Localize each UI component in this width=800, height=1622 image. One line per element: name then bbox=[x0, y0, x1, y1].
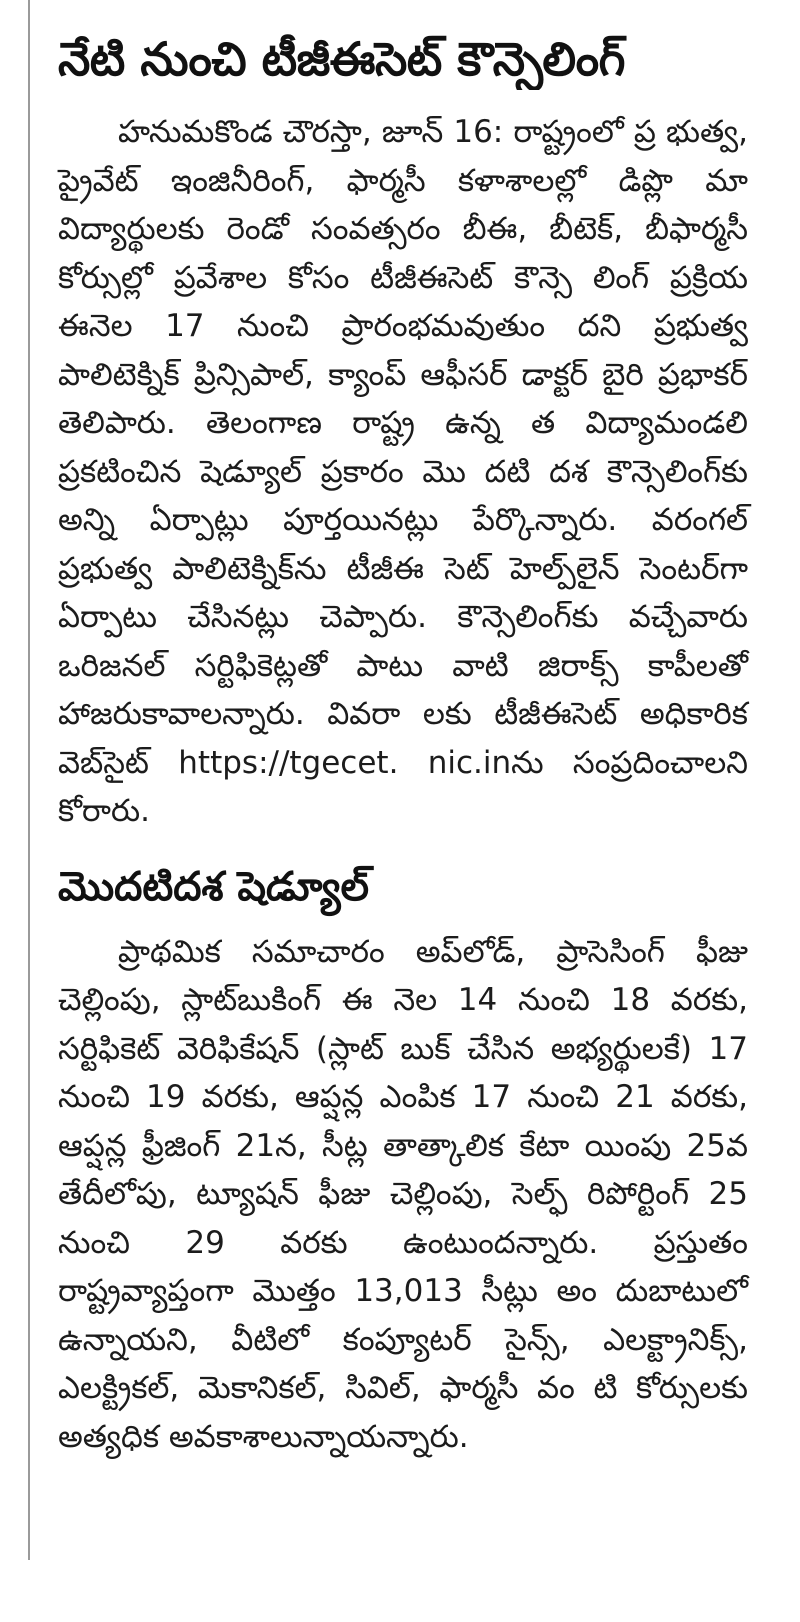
news-article bbox=[58, 28, 748, 1461]
article-headline: నేటి నుంచి టీజీఈసెట్ కౌన్సెలింగ్ bbox=[58, 32, 625, 86]
column-divider-rule bbox=[28, 0, 30, 1560]
article-paragraph-schedule: ప్రాథమిక సమాచారం అప్‌లోడ్, ప్రాసెసింగ్ ఫీజు చెల్లింపు, స్లాట్‌బుకింగ్ ఈ నెల 14 నుంచి 18 వరకు, సర్టిఫికెట్ వెరిఫికేషన్ (స్లాట్ బుక్ చేసిన అభ్యర్థులకే) 17 నుంచి 19 వరకు, ఆప్షన్ల ఎంపిక 17 నుంచి 21 వరకు, ఆప్షన్ల ఫ్రీజింగ్ 21న, సీట్ల తాత్కాలిక కేటా యింపు 25వ తేదీలోపు, ట్యూషన్ ఫీజు చెల్లింపు, సెల్ఫ్ రిపోర్టింగ్ 25 నుంచి 29 వరకు ఉంటుందన్నారు. ప్రస్తుతం రాష్ట్రవ్యాప్తంగా మొత్తం 13,013 సీట్లు అం దుబాటులో ఉన్నాయని, వీటిలో కంప్యూటర్ సైన్స్, ఎలక్ట్రానిక్స్, ఎలక్ట్రికల్, మెకానికల్, సివిల్, ఫార్మసీ వం టి కోర్సులకు అత్యధిక అవకాశాలున్నాయన్నారు. bbox=[58, 933, 748, 1455]
article-paragraph-intro: హనుమకొండ చౌరస్తా, జూన్ 16: రాష్ట్రంలో ప్ర భుత్వ, ప్రైవేట్ ఇంజినీరింగ్, ఫార్మసీ కళాశాలల్లో డిప్లొ మా విద్యార్థులకు రెండో సంవత్సరం బీఈ, బీటెక్, బీఫార్మసీ కోర్సుల్లో ప్రవేశాల కోసం టీజీఈసెట్ కౌన్సె లింగ్ ప్రక్రియ ఈనెల 17 నుంచి ప్రారంభమవుతుం దని ప్రభుత్వ పాలిటెక్నిక్ ప్రిన్సిపాల్, క్యాంప్ ఆఫీసర్ డాక్టర్ బైరి ప్రభాకర్ తెలిపారు. తెలంగాణ రాష్ట్ర ఉన్న త విద్యామండలి ప్రకటించిన షెడ్యూల్ ప్రకారం మొ దటి దశ కౌన్సెలింగ్‌కు అన్ని ఏర్పాట్లు పూర్తయినట్లు పేర్కొన్నారు. వరంగల్ ప్రభుత్వ పాలిటెక్నిక్‌ను టీజీఈ సెట్ హెల్ప్‌లైన్ సెంటర్‌గా ఏర్పాటు చేసినట్లు చెప్పారు. కౌన్సెలింగ్‌కు వచ్చేవారు ఒరిజనల్ సర్టిఫికెట్లతో పాటు వాటి జిరాక్స్ కాపీలతో హాజరుకావాలన్నారు. వివరా లకు టీజీఈసెట్ అధికారిక వెబ్‌సైట్ https://tgecet. nic.inను సంప్రదించాలని కోరారు. bbox=[58, 114, 748, 829]
article-subheading-schedule: మొదటిదశ షెడ్యూల్ bbox=[58, 863, 369, 910]
